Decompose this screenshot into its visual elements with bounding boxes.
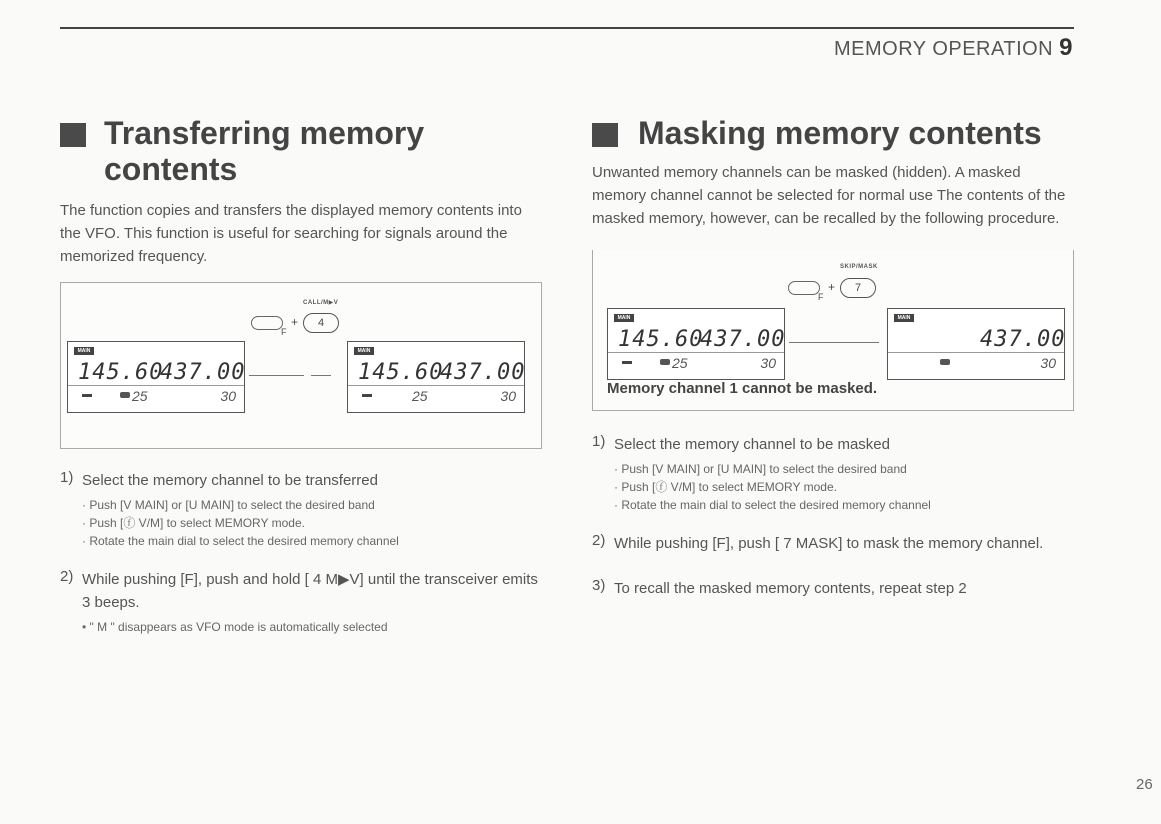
step-number: 1) (592, 433, 606, 450)
main-indicator: MAIN (614, 314, 634, 322)
lcd-divider (888, 352, 1064, 353)
substep: · Rotate the main dial to select the desired memory channel (614, 498, 931, 512)
f-key-label: F (818, 292, 824, 302)
main-indicator: MAIN (74, 347, 94, 355)
lcd-after (887, 308, 1065, 380)
key-combination (251, 299, 361, 339)
lcd-frequency-a: 145.60 (78, 360, 164, 385)
step-substeps (82, 496, 542, 550)
step-text: While pushing [F], push and hold [ 4 M▶V] until the transceiver emits 3 beeps. (82, 571, 538, 611)
step-3 (592, 577, 1074, 600)
substep: • " M " disappears as VFO mode is automatically selected (82, 620, 388, 634)
sub-band-indicator-icon (362, 394, 372, 397)
lcd-frequency-a: 145.60 (358, 360, 444, 385)
lcd-before (607, 308, 785, 380)
substep: · Push [ⓕ V/M] to select MEMORY mode. (82, 516, 305, 530)
step-1 (592, 433, 1074, 514)
substep: · Push [V MAIN] or [U MAIN] to select the desired band (82, 498, 375, 512)
step-number: 1) (60, 469, 74, 486)
f-key-label: F (281, 327, 287, 337)
lcd-channel: 25 (672, 355, 688, 371)
running-header (834, 34, 1073, 62)
intro-paragraph: Unwanted memory channels can be masked (hidden). A masked memory channel cannot be selected for normal use The contents of the masked memory, however, can be recalled by the following procedure. (592, 164, 1066, 227)
memory-icon (940, 359, 950, 365)
lcd-after (347, 341, 525, 413)
intro-paragraph: The function copies and transfers the displayed memory contents into the VFO. This function is useful for searching for signals around the memorized frequency. (60, 202, 522, 265)
step-text: Select the memory channel to be transferred (82, 472, 378, 489)
procedure-steps (60, 469, 542, 636)
section-name: MEMORY OPERATION (833, 38, 1054, 60)
lcd-divider (68, 385, 244, 386)
arrow-head-line (311, 375, 331, 376)
page-number: 26 (1136, 776, 1153, 793)
square-bullet-icon (60, 123, 86, 147)
step-number: 3) (592, 577, 606, 594)
key-combination (788, 264, 898, 304)
lcd-before (67, 341, 245, 413)
top-rule (60, 27, 1074, 29)
lcd-frequency-b: 437.00 (440, 360, 526, 385)
key-7-icon: 7 (840, 278, 876, 298)
arrow-line (249, 375, 304, 376)
arrow-line (789, 342, 879, 343)
title-line-1: Transferring memory (104, 115, 425, 151)
lcd-channel: 25 (132, 388, 148, 404)
main-indicator: MAIN (354, 347, 374, 355)
memory-icon (660, 359, 670, 365)
lcd-channel-b: 30 (1040, 355, 1056, 371)
section-title (592, 115, 1074, 151)
step-2 (592, 532, 1074, 555)
step-text: To recall the masked memory contents, repeat step 2 (614, 580, 967, 597)
button-caption: SKIP/MASK (840, 264, 878, 270)
display-figure (592, 250, 1074, 411)
lcd-frequency-a: 145.60 (618, 327, 704, 352)
lcd-channel-b: 30 (500, 388, 516, 404)
transferring-section (60, 115, 542, 654)
plus-icon: + (828, 280, 836, 294)
plus-icon: + (291, 315, 299, 329)
lcd-frequency-b: 437.00 (160, 360, 246, 385)
step-1 (60, 469, 542, 550)
lcd-frequency-b: 437.00 (700, 327, 786, 352)
step-substeps (82, 618, 542, 636)
figure-note: Memory channel 1 cannot be masked. (607, 380, 878, 397)
key-4-icon: 4 (303, 313, 339, 333)
memory-icon (120, 392, 130, 398)
title-text: Masking memory contents (638, 115, 1042, 151)
lcd-frequency-b: 437.00 (980, 327, 1066, 352)
masking-section (592, 115, 1074, 618)
lcd-channel-b: 30 (760, 355, 776, 371)
step-2 (60, 568, 542, 636)
title-line-2: contents (104, 151, 238, 187)
button-caption: CALL/M▶V (303, 300, 339, 306)
f-key-icon (788, 281, 820, 295)
sub-band-indicator-icon (82, 394, 92, 397)
chapter-number: 9 (1059, 34, 1073, 61)
lcd-divider (608, 352, 784, 353)
step-text: While pushing [F], push [ 7 MASK] to mask the memory channel. (614, 535, 1044, 552)
substep: · Push [V MAIN] or [U MAIN] to select the desired band (614, 462, 907, 476)
lcd-divider (348, 385, 524, 386)
step-number: 2) (592, 532, 606, 549)
lcd-channel-b: 30 (220, 388, 236, 404)
main-indicator: MAIN (894, 314, 914, 322)
substep: · Push [ⓕ V/M] to select MEMORY mode. (614, 480, 837, 494)
step-text: Select the memory channel to be masked (614, 436, 890, 453)
step-number: 2) (60, 568, 74, 585)
step-substeps (614, 460, 1074, 514)
square-bullet-icon (592, 123, 618, 147)
section-title (60, 115, 542, 187)
sub-band-indicator-icon (622, 361, 632, 364)
lcd-channel: 25 (412, 388, 428, 404)
display-figure (60, 282, 542, 449)
procedure-steps (592, 433, 1074, 600)
f-key-icon (251, 316, 283, 330)
substep: · Rotate the main dial to select the desired memory channel (82, 534, 399, 548)
